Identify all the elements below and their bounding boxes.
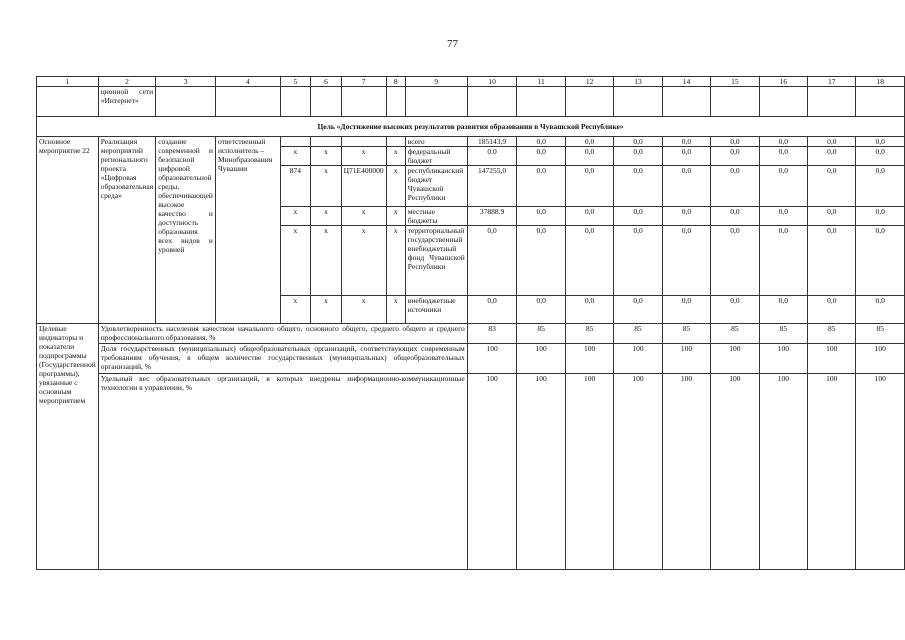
- code-cell: 874: [280, 166, 311, 207]
- value-cell: 0,0: [808, 137, 856, 147]
- value-cell: 0,0: [662, 166, 710, 207]
- value-cell: 0,0: [856, 207, 905, 226]
- page-number: 77: [447, 38, 458, 50]
- event-goal: создание современной и безопасной цифровой образовательной среды, обеспечивающей высокое качество и доступность образования всех видов и уровней: [156, 137, 216, 324]
- budget-table: [36, 76, 905, 570]
- event-number: Основное мероприятие 22: [37, 137, 99, 324]
- value-cell: 0,0: [856, 137, 905, 147]
- value-cell: 0,0: [662, 226, 710, 296]
- value-cell: 0,0: [662, 296, 710, 324]
- value-cell: 0,0: [711, 296, 759, 324]
- header-cell: 11: [517, 77, 565, 87]
- code-cell: x: [341, 226, 386, 296]
- code-cell: x: [341, 207, 386, 226]
- indicator-value: 100: [711, 374, 759, 570]
- value-cell: 0,0: [614, 296, 662, 324]
- indicator-value: 100: [614, 344, 662, 374]
- indicator-value: 100: [662, 374, 710, 570]
- value-cell: 0,0: [759, 137, 807, 147]
- indicator-value: 100: [856, 344, 905, 374]
- header-row: [37, 77, 905, 87]
- code-cell: x: [311, 207, 341, 226]
- header-cell: 12: [565, 77, 613, 87]
- code-cell: x: [280, 296, 311, 324]
- event-executor: ответственный исполнитель – Минобразования Чувашии: [215, 137, 280, 324]
- header-cell: 5: [280, 77, 311, 87]
- goal-row: [37, 117, 905, 137]
- value-cell: 0,0: [517, 207, 565, 226]
- indicator-value: 85: [614, 324, 662, 344]
- code-cell: x: [386, 296, 405, 324]
- value-cell: 0,0: [759, 166, 807, 207]
- funding-source: внебюджетные источники: [405, 296, 467, 324]
- funding-source: федеральный бюджет: [405, 147, 467, 166]
- finance-row: [37, 137, 905, 147]
- indicator-value: 100: [856, 374, 905, 570]
- value-cell: 0,0: [711, 207, 759, 226]
- value-cell: 0,0: [517, 226, 565, 296]
- value-cell: 0,0: [614, 166, 662, 207]
- header-cell: 6: [311, 77, 341, 87]
- value-cell: 0.0: [467, 147, 517, 166]
- code-cell: [280, 137, 311, 147]
- indicator-value: 85: [711, 324, 759, 344]
- value-cell: 0,0: [614, 207, 662, 226]
- value-cell: 0,0: [662, 207, 710, 226]
- funding-source: местные бюджеты: [405, 207, 467, 226]
- value-cell: 0,0: [711, 137, 759, 147]
- indicator-value: 100: [467, 344, 517, 374]
- header-cell: 3: [156, 77, 216, 87]
- code-cell: x: [341, 296, 386, 324]
- code-cell: x: [280, 147, 311, 166]
- value-cell: 0,0: [856, 296, 905, 324]
- value-cell: 0,0: [614, 147, 662, 166]
- value-cell: 0,0: [614, 137, 662, 147]
- value-cell: 0,0: [759, 226, 807, 296]
- continuation-cell: ционной сети «Интернет»: [98, 87, 155, 117]
- code-cell: x: [280, 226, 311, 296]
- value-cell: 0,0: [856, 226, 905, 296]
- value-cell: 0,0: [565, 296, 613, 324]
- event-name: Реализация мероприятий регионального проекта «Цифровая образовательная среда»: [98, 137, 155, 324]
- value-cell: 0,0: [856, 147, 905, 166]
- header-cell: 9: [405, 77, 467, 87]
- value-cell: 0,0: [467, 226, 517, 296]
- value-cell: 0,0: [565, 147, 613, 166]
- header-cell: 4: [215, 77, 280, 87]
- value-cell: 0,0: [808, 226, 856, 296]
- indicator-row: [37, 324, 905, 344]
- header-cell: 14: [662, 77, 710, 87]
- indicator-value: 100: [759, 374, 807, 570]
- value-cell: 0,0: [711, 147, 759, 166]
- indicator-value: 100: [662, 344, 710, 374]
- indicator-row: [37, 344, 905, 374]
- indicator-value: 85: [808, 324, 856, 344]
- continuation-row: [37, 87, 905, 117]
- indicator-row: [37, 374, 905, 570]
- code-cell: x: [311, 296, 341, 324]
- header-cell: 2: [98, 77, 155, 87]
- header-cell: 18: [856, 77, 905, 87]
- goal-title: Цель «Достижение высоких результатов развития образования в Чувашской Республике»: [37, 117, 905, 137]
- value-cell: 0,0: [856, 166, 905, 207]
- value-cell: 0,0: [808, 296, 856, 324]
- funding-source: всего: [405, 137, 467, 147]
- indicator-text: Доля государственных (муниципальных) общеобразовательных организаций, соответствующих современным требованиям обучения, в общем количестве государственных (муниципальных) общеобразовательных организаций, %: [98, 344, 467, 374]
- code-cell: x: [386, 166, 405, 207]
- indicator-value: 100: [467, 374, 517, 570]
- header-cell: 15: [711, 77, 759, 87]
- header-cell: 8: [386, 77, 405, 87]
- indicator-value: 83: [467, 324, 517, 344]
- code-cell: x: [341, 147, 386, 166]
- value-cell: 0,0: [614, 226, 662, 296]
- value-cell: 0,0: [759, 207, 807, 226]
- value-cell: 0,0: [808, 207, 856, 226]
- indicator-value: 85: [565, 324, 613, 344]
- value-cell: 0,0: [517, 137, 565, 147]
- indicator-value: 85: [759, 324, 807, 344]
- header-cell: 7: [341, 77, 386, 87]
- value-cell: 0,0: [517, 166, 565, 207]
- indicator-value: 100: [517, 374, 565, 570]
- value-cell: 0,0: [662, 147, 710, 166]
- value-cell: 0,0: [565, 166, 613, 207]
- indicator-value: 100: [614, 374, 662, 570]
- value-cell: 0,0: [565, 226, 613, 296]
- header-cell: 17: [808, 77, 856, 87]
- value-cell: 0,0: [662, 137, 710, 147]
- value-cell: 0,0: [517, 296, 565, 324]
- header-cell: 10: [467, 77, 517, 87]
- value-cell: 0,0: [565, 207, 613, 226]
- indicator-value: 100: [808, 374, 856, 570]
- header-cell: 16: [759, 77, 807, 87]
- indicator-value: 85: [856, 324, 905, 344]
- value-cell: 0,0: [565, 137, 613, 147]
- value-cell: 0,0: [467, 296, 517, 324]
- indicator-value: 100: [517, 344, 565, 374]
- indicator-value: 85: [517, 324, 565, 344]
- code-cell: x: [311, 226, 341, 296]
- indicator-value: 100: [565, 344, 613, 374]
- indicator-value: 100: [808, 344, 856, 374]
- code-cell: [311, 137, 341, 147]
- funding-source: республиканский бюджет Чувашской Республики: [405, 166, 467, 207]
- value-cell: 0,0: [517, 147, 565, 166]
- value-cell: 0,0: [711, 166, 759, 207]
- value-cell: 37888.9: [467, 207, 517, 226]
- code-cell: [341, 137, 386, 147]
- value-cell: 0,0: [808, 147, 856, 166]
- code-cell: [386, 137, 405, 147]
- value-cell: 185143,9: [467, 137, 517, 147]
- value-cell: 0,0: [759, 147, 807, 166]
- code-cell: x: [386, 207, 405, 226]
- header-cell: 13: [614, 77, 662, 87]
- indicators-label: Целевые индикаторы и показатели подпрограммы (Государственной программы), увязанные с основным мероприятием: [37, 324, 99, 570]
- funding-source: территориальный государственный внебюджетный фонд Чувашской Республики: [405, 226, 467, 296]
- code-cell: x: [311, 166, 341, 207]
- code-cell: x: [280, 207, 311, 226]
- indicator-text: Удельный вес образовательных организаций, в которых внедрены информационно-коммуникационные технологии в управлении, %: [98, 374, 467, 570]
- indicator-value: 100: [759, 344, 807, 374]
- indicator-value: 100: [565, 374, 613, 570]
- indicator-text: Удовлетворенность населения качеством начального общего, основного общего, среднего общего и среднего профессионального образования, %: [98, 324, 467, 344]
- header-cell: 1: [37, 77, 99, 87]
- value-cell: 0,0: [711, 226, 759, 296]
- code-cell: x: [386, 226, 405, 296]
- value-cell: 147255,0: [467, 166, 517, 207]
- indicator-value: 85: [662, 324, 710, 344]
- value-cell: 0,0: [808, 166, 856, 207]
- code-cell: x: [386, 147, 405, 166]
- code-cell: Ц71Е400000: [341, 166, 386, 207]
- value-cell: 0,0: [759, 296, 807, 324]
- code-cell: x: [311, 147, 341, 166]
- indicator-value: 100: [711, 344, 759, 374]
